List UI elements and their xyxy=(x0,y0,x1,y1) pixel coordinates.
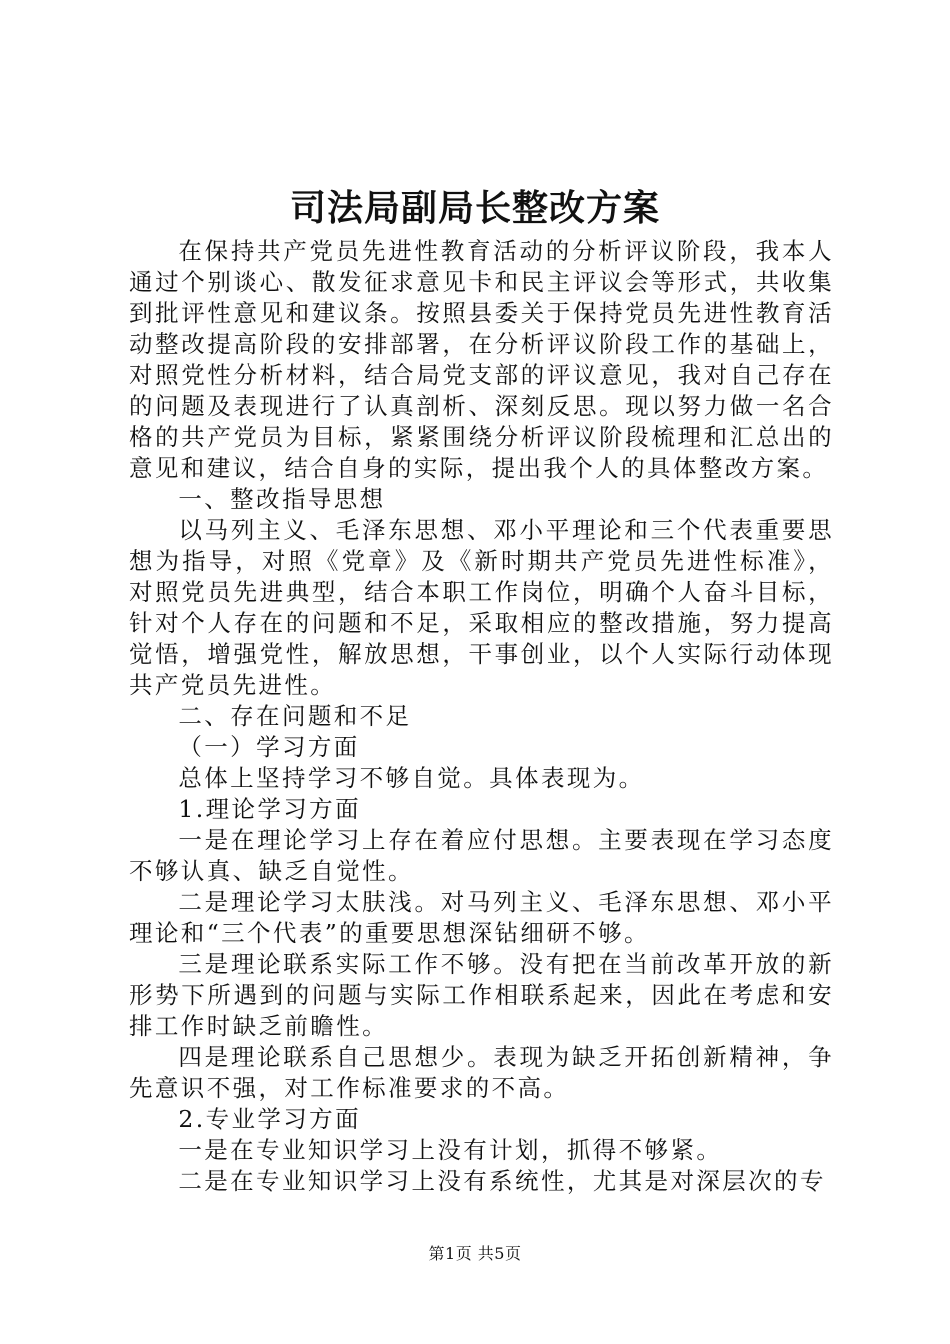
item-heading-theory-study: 1.理论学习方面 xyxy=(178,795,361,823)
document-body xyxy=(129,236,834,1197)
paragraph-theory-point-2: 二是理论学习太肤浅。对马列主义、毛泽东思想、邓小平理论和“三个代表”的重要思想深钻细研不够。 xyxy=(129,888,834,947)
paragraph-study-summary: 总体上坚持学习不够自觉。具体表现为。 xyxy=(178,764,645,792)
section-heading-guiding-thought: 一、整改指导思想 xyxy=(178,485,386,513)
paragraph-theory-point-3: 三是理论联系实际工作不够。没有把在当前改革开放的新形势下所遇到的问题与实际工作相联系起来，因此在考虑和安排工作时缺乏前瞻性。 xyxy=(129,950,834,1040)
paragraph-theory-point-4: 四是理论联系自己思想少。表现为缺乏开拓创新精神，争先意识不强，对工作标准要求的不高。 xyxy=(129,1043,834,1102)
document-title: 司法局副局长整改方案 xyxy=(289,187,660,229)
paragraph-guiding-thought: 以马列主义、毛泽东思想、邓小平理论和三个代表重要思想为指导，对照《党章》及《新时期共产党员先进性标准》，对照党员先进典型，结合本职工作岗位，明确个人奋斗目标，针对个人存在的问题和不足，采取相应的整改措施，努力提高觉悟，增强党性，解放思想，干事创业，以个人实际行动体现共产党员先进性。 xyxy=(129,516,834,699)
paragraph-professional-point-2: 二是在专业知识学习上没有系统性，尤其是对深层次的专 xyxy=(178,1167,826,1195)
paragraph-intro: 在保持共产党员先进性教育活动的分析评议阶段，我本人通过个别谈心、散发征求意见卡和民主评议会等形式，共收集到批评性意见和建议条。按照县委关于保持党员先进性教育活动整改提高阶段的安排部署，在分析评议阶段工作的基础上，对照党性分析材料，结合局党支部的评议意见，我对自己存在的问题及表现进行了认真剖析、深刻反思。现以努力做一名合格的共产党员为目标，紧紧围绕分析评议阶段梳理和汇总出的意见和建议，结合自身的实际，提出我个人的具体整改方案。 xyxy=(129,237,834,482)
item-heading-professional-study: 2.专业学习方面 xyxy=(178,1105,361,1133)
paragraph-professional-point-1: 一是在专业知识学习上没有计划，抓得不够紧。 xyxy=(178,1136,723,1164)
paragraph-theory-point-1: 一是在理论学习上存在着应付思想。主要表现在学习态度不够认真、缺乏自觉性。 xyxy=(129,826,834,885)
subsection-heading-study: （一）学习方面 xyxy=(178,733,360,761)
page-number-footer: 第1页 共5页 xyxy=(428,1244,522,1263)
section-heading-problems: 二、存在问题和不足 xyxy=(178,702,412,730)
